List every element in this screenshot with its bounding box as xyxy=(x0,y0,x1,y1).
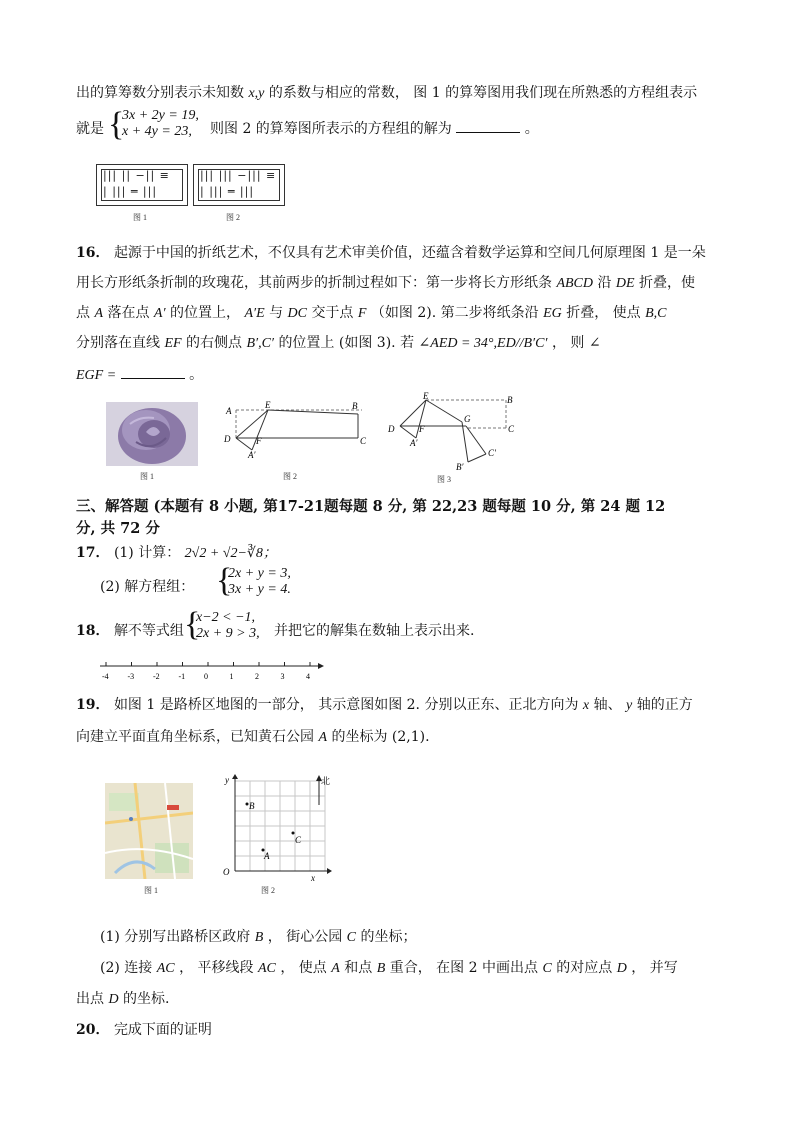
svg-text:C′: C′ xyxy=(488,448,496,458)
equation-1: 2x + y = 3, xyxy=(228,566,291,581)
svg-text:E: E xyxy=(265,400,271,410)
tick-label: 3 xyxy=(280,672,285,681)
brace: { xyxy=(216,562,233,599)
text: 。 xyxy=(524,121,539,137)
text: (2) 连接 xyxy=(100,960,153,976)
text: ， 并写 xyxy=(631,960,678,976)
text: 出的算筹数分别表示未知数 xyxy=(76,85,244,101)
q19-sub2 xyxy=(100,957,678,977)
text: 则图 2 的算筹图所表示的方程组的解为 xyxy=(210,121,452,137)
coordinate-grid xyxy=(215,773,335,885)
q18-system xyxy=(196,610,260,642)
math: EGF = xyxy=(76,368,117,383)
equation-2: x + 4y = 23, xyxy=(122,124,192,139)
svg-text:F: F xyxy=(419,424,425,434)
tick-label: 4 xyxy=(306,672,310,681)
map-image xyxy=(105,783,193,879)
svg-text:C: C xyxy=(508,424,515,434)
equation-2: 3x + y = 4. xyxy=(228,582,291,597)
text: 的坐标； xyxy=(360,929,417,945)
svg-text:F: F xyxy=(256,436,262,446)
label-origin: O xyxy=(223,867,230,877)
rod-figure-1 xyxy=(96,164,188,206)
rod-row: | ||| ═ ||| xyxy=(200,185,255,198)
math: DE xyxy=(615,276,635,291)
text: 和点 xyxy=(344,960,373,976)
equation-1: 3x + 2y = 19, xyxy=(122,108,199,123)
figure-caption: 图 1 xyxy=(140,472,154,481)
q17-system xyxy=(228,566,291,598)
q16-line2 xyxy=(76,272,695,292)
math: F xyxy=(357,306,367,321)
fold-figure-3 xyxy=(388,392,528,474)
text: ， 平移线段 xyxy=(179,960,254,976)
q16-line5 xyxy=(76,364,203,384)
math: A′ xyxy=(153,306,166,321)
math-expression: 2√2 + √2−∛8； xyxy=(184,546,277,561)
q19-sub2-cont xyxy=(76,988,169,1008)
rod-row: ||| ||| −||| ≡ xyxy=(200,169,277,182)
label-a: A xyxy=(264,851,270,861)
question-number: 20． xyxy=(76,1022,110,1038)
figure-caption: 图 2 xyxy=(226,213,240,222)
inequality-2: 2x + 9 > 3, xyxy=(196,626,260,641)
svg-text:E: E xyxy=(423,392,429,401)
math: D xyxy=(616,961,627,976)
label-b: B xyxy=(249,801,255,811)
q15-line2-prefix: 就是 xyxy=(76,121,104,137)
math: C xyxy=(346,930,356,945)
rod-figure-2 xyxy=(193,164,285,206)
label-x-axis: x xyxy=(311,873,315,883)
tick-label: 1 xyxy=(229,672,234,681)
text: 。 xyxy=(189,367,204,383)
math: AC xyxy=(257,961,276,976)
q17-part2-label: (2) 解方程组： xyxy=(100,579,195,595)
q16-line4 xyxy=(76,332,601,352)
tick-label: -1 xyxy=(178,672,186,681)
figure-caption: 图 3 xyxy=(437,475,451,484)
rod-row: ||| || −|| ≡ xyxy=(103,169,170,182)
number-line xyxy=(96,656,326,684)
math: A xyxy=(331,961,340,976)
q18-label xyxy=(76,620,184,640)
math-xy: x,y xyxy=(248,86,265,101)
text: 用长方形纸条折制的玫瑰花，其前两步的折制过程如下：第一步将长方形纸条 xyxy=(76,275,552,291)
math: DC xyxy=(287,306,307,321)
math: EF xyxy=(164,336,182,351)
text: 折叠，使 xyxy=(639,275,696,291)
text: 起源于中国的折纸艺术，不仅具有艺术审美价值，还蕴含着数学运算和空间几何原理图 1 是一朵 xyxy=(113,245,706,261)
svg-text:A′: A′ xyxy=(410,438,418,448)
svg-text:D: D xyxy=(224,434,231,444)
figure-caption: 图 1 xyxy=(133,213,147,222)
q16-line3 xyxy=(76,302,667,322)
section-heading-line1: 三、解答题 (本题有 8 小题, 第17-21题每题 8 分, 第 22,23 题每题 10 分, 第 24 题 12 xyxy=(76,498,666,515)
text: 出点 xyxy=(76,991,104,1007)
section-heading-line2: 分, 共 72 分 xyxy=(76,520,160,537)
svg-text:B: B xyxy=(507,395,513,405)
text: 的系数与相应的常数， 图 1 的算筹图用我们现在所熟悉的方程组表示 xyxy=(268,85,698,101)
q19-line1 xyxy=(76,694,693,714)
math: D xyxy=(108,992,119,1007)
math: x xyxy=(582,698,590,713)
svg-text:A′: A′ xyxy=(248,450,256,460)
tick-label: -4 xyxy=(102,672,109,681)
text: 落在点 xyxy=(107,305,150,321)
rose-photo xyxy=(106,402,198,466)
question-number: 16． xyxy=(76,245,110,261)
text: 的右侧点 xyxy=(186,335,243,351)
math: A′E xyxy=(244,306,265,321)
q19-line2 xyxy=(76,726,430,746)
text: ， 则 ∠ xyxy=(551,335,601,351)
question-number: 18． xyxy=(76,623,110,639)
q19-sub1 xyxy=(100,926,416,946)
text: (1) 分别写出路桥区政府 xyxy=(100,929,251,945)
tick-label: 2 xyxy=(255,672,259,681)
rod-row: | ||| ═ ||| xyxy=(103,185,158,198)
math: ABCD xyxy=(556,276,594,291)
svg-text:B′: B′ xyxy=(456,462,464,472)
text: 的位置上 (如图 3). 若 xyxy=(278,335,415,351)
text: 沿 xyxy=(597,275,612,291)
q15-line1 xyxy=(76,82,697,102)
text: 分别落在直线 xyxy=(76,335,160,351)
text: 点 xyxy=(76,305,90,321)
text: 与 xyxy=(269,305,284,321)
text: 完成下面的证明 xyxy=(113,1022,212,1038)
text: 的坐标. xyxy=(123,991,170,1007)
text: 交于点 xyxy=(311,305,354,321)
question-number: 19． xyxy=(76,697,110,713)
question-number: 17． xyxy=(76,545,110,561)
text: 的对应点 xyxy=(556,960,613,976)
math: C xyxy=(542,961,552,976)
q16-line1 xyxy=(76,242,706,262)
figure-caption: 图 2 xyxy=(261,886,275,895)
map-graphic xyxy=(105,783,193,879)
label-y-axis: y xyxy=(225,775,229,785)
rose-image xyxy=(106,402,198,466)
math: ∠AED = 34°,ED//B′C′ xyxy=(418,336,548,351)
math: EG xyxy=(543,306,562,321)
math: B,C xyxy=(645,306,667,321)
fold-figure-2 xyxy=(222,400,372,462)
text: 轴、 xyxy=(593,697,622,713)
text: ， 街心公园 xyxy=(267,929,343,945)
figure-caption: 图 2 xyxy=(283,472,297,481)
q15-line2-question xyxy=(210,118,539,138)
brace: { xyxy=(184,606,201,643)
text: 向建立平面直角坐标系，已知黄石公园 xyxy=(76,729,314,745)
text: 的坐标为 (2,1). xyxy=(331,729,430,745)
figure-caption: 图 1 xyxy=(144,886,158,895)
q18-instruction: 并把它的解集在数轴上表示出来. xyxy=(274,623,475,639)
tick-label: -3 xyxy=(127,672,135,681)
label-c: C xyxy=(295,835,302,845)
text: 如图 1 是路桥区地图的一部分， 其示意图如图 2. 分别以正东、正北方向为 xyxy=(113,697,579,713)
q20 xyxy=(76,1019,212,1039)
svg-text:B: B xyxy=(352,401,358,411)
answer-blank[interactable] xyxy=(121,378,185,379)
math: B xyxy=(376,961,386,976)
math: A xyxy=(94,306,104,321)
q15-system xyxy=(122,108,199,140)
text: ， 使点 xyxy=(280,960,327,976)
svg-text:D: D xyxy=(388,424,395,434)
brace: { xyxy=(108,106,125,143)
text: (1) 计算： xyxy=(113,545,181,561)
text: 的位置上， xyxy=(170,305,240,321)
math: y xyxy=(626,698,633,713)
text: 轴的正方 xyxy=(636,697,693,713)
text: （如图 2). 第二步将纸条沿 xyxy=(370,305,539,321)
text: 重合， 在图 2 中画出点 xyxy=(389,960,538,976)
q17-part1 xyxy=(76,542,277,562)
answer-blank[interactable] xyxy=(456,132,520,133)
north-label: 北 xyxy=(321,776,331,786)
text: 解不等式组 xyxy=(113,623,184,639)
math: B xyxy=(254,930,264,945)
svg-text:C: C xyxy=(360,436,367,446)
tick-label: 0 xyxy=(204,672,208,681)
math: A xyxy=(318,730,328,745)
svg-text:A: A xyxy=(226,406,232,416)
tick-label: -2 xyxy=(153,672,160,681)
inequality-1: x−2 < −1, xyxy=(196,610,256,625)
math: B′,C′ xyxy=(246,336,274,351)
svg-text:G: G xyxy=(464,414,471,424)
math: AC xyxy=(156,961,175,976)
text: 折叠， 使点 xyxy=(566,305,641,321)
